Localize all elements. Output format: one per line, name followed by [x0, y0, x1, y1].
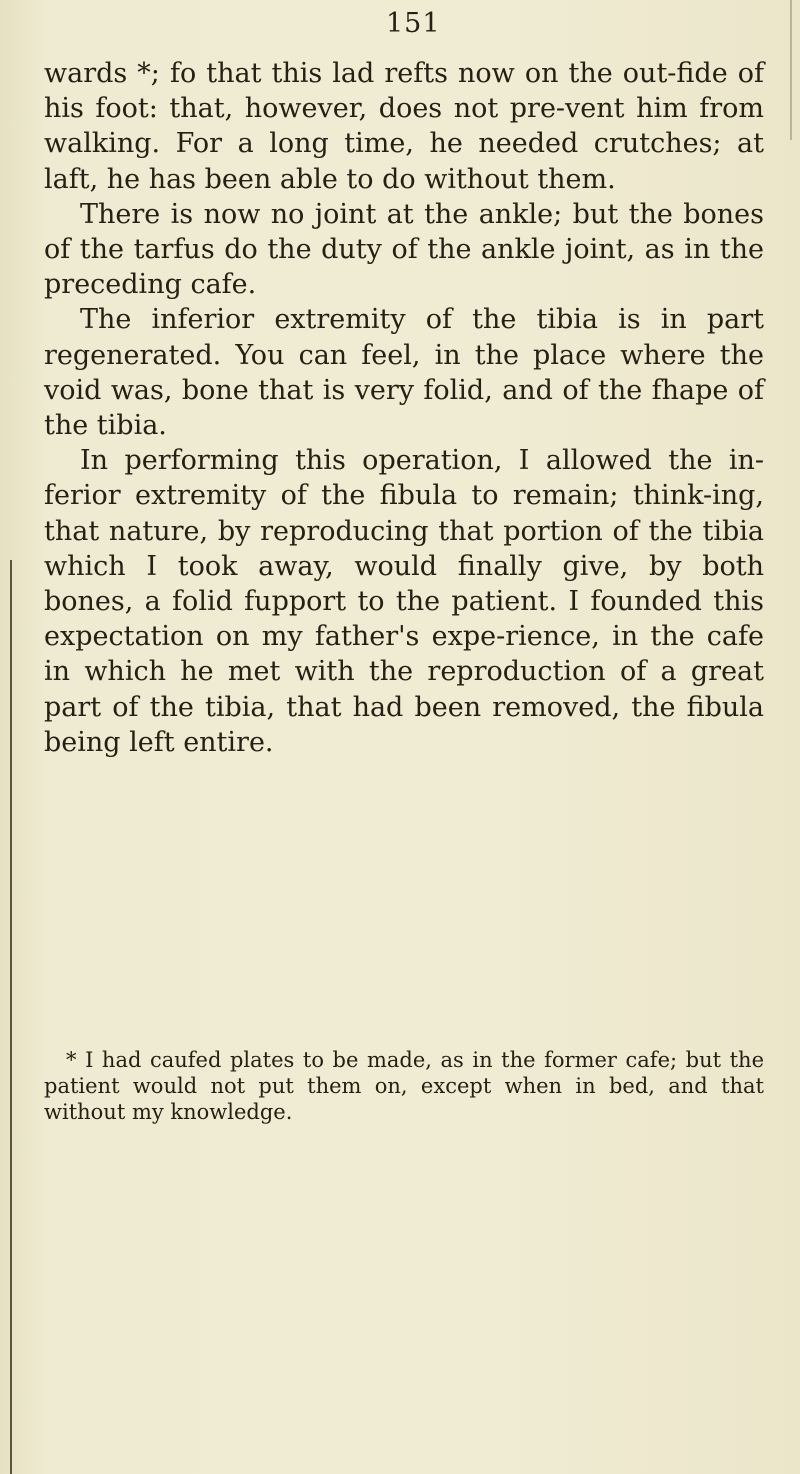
page-number: 151 — [386, 8, 441, 39]
footnotes — [44, 1047, 764, 1125]
paragraph: wards *; fo that this lad refts now on the out-fide of his foot: that, however, does not pre-vent him from walking. For a long time, he needed crutches; at laft, he has been able to do without them. — [44, 58, 764, 195]
paragraph: The inferior extremity of the tibia is in part regenerated. You can feel, in the place where the void was, bone that is very folid, and of the fhape of the tibia. — [44, 304, 764, 442]
paragraph: There is now no joint at the ankle; but the bones of the tarfus do the duty of the ankle joint, as in the preceding cafe. — [44, 198, 764, 301]
paragraph: In performing this operation, I allowed the in-ferior extremity of the fibula to remain; think-ing, that nature, by reproducing that portion of the tibia which I took away, would finally give, by both bones, a folid fupport to the patient. I founded this expectation on my father's expe-rience, in the cafe in which he met with the reproduction of a great part of the tibia, that had been removed, the fibula being left entire. — [44, 445, 764, 758]
body-text — [44, 56, 764, 760]
page-edge-mark — [790, 0, 792, 140]
footnote: * I had caufed plates to be made, as in the former cafe; but the patient would not put them on, except when in bed, and that without my knowledge. — [44, 1048, 764, 1124]
binding-edge — [10, 560, 12, 1474]
